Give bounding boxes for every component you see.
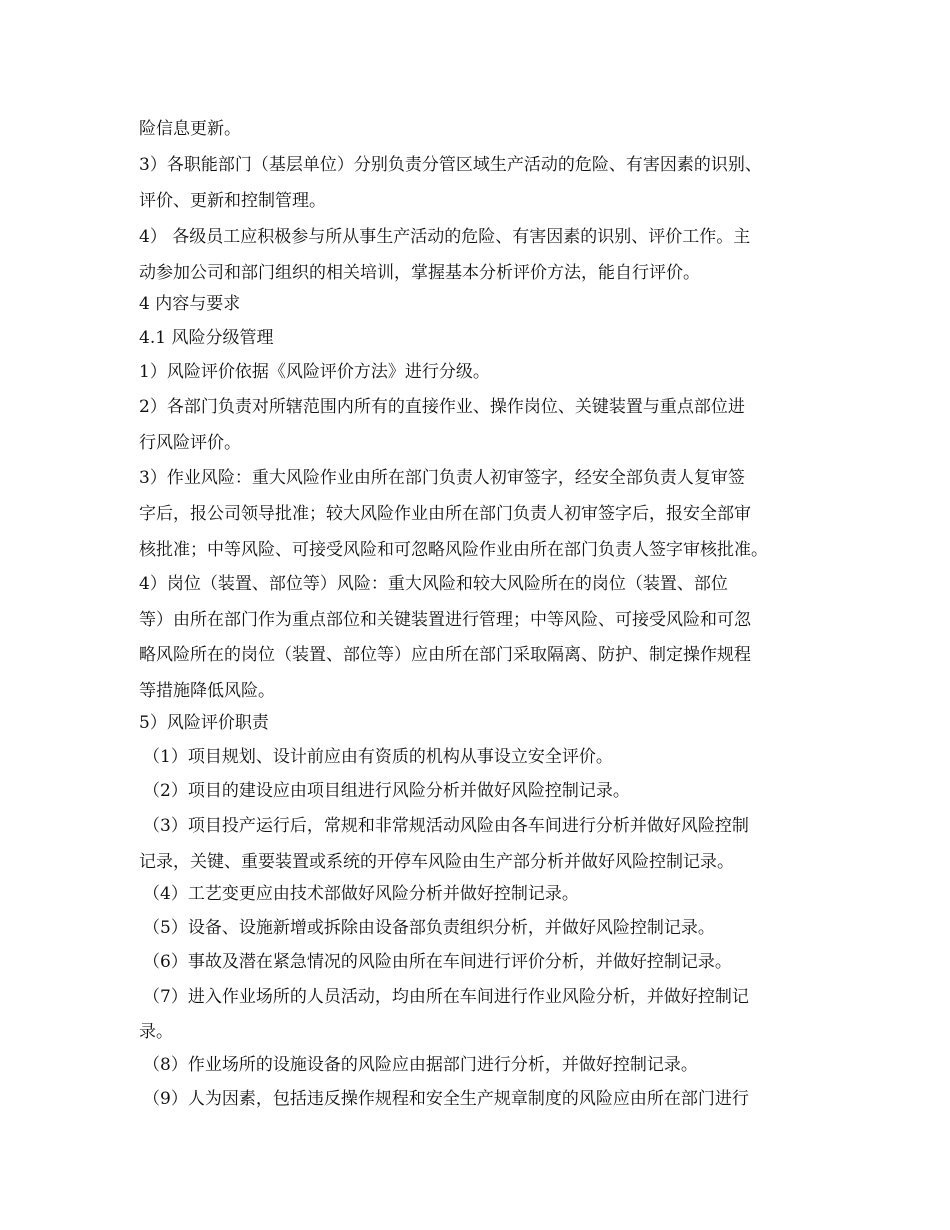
paragraph-line: 略风险所在的岗位（装置、部位等）应由所在部门采取隔离、防护、制定操作规程	[139, 645, 751, 665]
paragraph-line: 3）各职能部门（基层单位）分别负责分管区域生产活动的危险、有害因素的识别、	[139, 155, 762, 175]
paragraph-line: 等措施降低风险。	[139, 681, 275, 701]
paragraph-line: 核批准；中等风险、可接受风险和可忽略风险作业由所在部门负责人签字审核批准。	[139, 540, 768, 560]
paragraph-line: 3）作业风险：重大风险作业由所在部门负责人初审签字，经安全部负责人复审签	[139, 468, 745, 488]
list-item: （5）设备、设施新增或拆除由设备部负责组织分析，并做好风险控制记录。	[143, 918, 715, 938]
list-item: （2）项目的建设应由项目组进行风险分析并做好风险控制记录。	[143, 781, 630, 801]
paragraph-line: 等）由所在部门作为重点部位和关键装置进行管理；中等风险、可接受风险和可忽	[139, 610, 751, 630]
list-item: （8）作业场所的设施设备的风险应由据部门进行分析，并做好控制记录。	[143, 1055, 698, 1075]
paragraph-line: 2）各部门负责对所辖范围内所有的直接作业、操作岗位、关键装置与重点部位进	[139, 397, 745, 417]
paragraph-line: 行风险评价。	[139, 433, 241, 453]
list-item: （7）进入作业场所的人员活动，均由所在车间进行作业风险分析，并做好控制记	[143, 987, 749, 1007]
paragraph-line: 5）风险评价职责	[139, 713, 269, 733]
list-item: （4）工艺变更应由技术部做好风险分析并做好控制记录。	[143, 884, 579, 904]
paragraph-line: 字后，报公司领导批准；较大风险作业由所在部门负责人初审签字后，报安全部审	[139, 504, 751, 524]
paragraph-line: 评价、更新和控制管理。	[139, 191, 326, 211]
list-item: （6）事故及潜在紧急情况的风险由所在车间进行评价分析，并做好控制记录。	[143, 952, 732, 972]
list-item: （9）人为因素，包括违反操作规程和安全生产规章制度的风险应由所在部门进行	[143, 1089, 749, 1109]
list-item-continuation: 录。	[139, 1022, 173, 1042]
paragraph-line: 动参加公司和部门组织的相关培训，掌握基本分析评价方法，能自行评价。	[139, 263, 700, 283]
paragraph-line: 险信息更新。	[139, 119, 241, 139]
subsection-heading: 4.1 风险分级管理	[139, 328, 274, 348]
paragraph-line: 4） 各级员工应积极参与所从事生产活动的危险、有害因素的识别、评价工作。主	[139, 227, 751, 247]
section-heading: 4 内容与要求	[139, 294, 241, 314]
paragraph-line: 1）风险评价依据《风险评价方法》进行分级。	[139, 362, 490, 382]
list-item-continuation: 记录，关键、重要装置或系统的开停车风险由生产部分析并做好风险控制记录。	[139, 852, 734, 872]
list-item: （1）项目规划、设计前应由有资质的机构从事设立安全评价。	[143, 747, 613, 767]
paragraph-line: 4）岗位（装置、部位等）风险：重大风险和较大风险所在的岗位（装置、部位	[139, 574, 728, 594]
list-item: （3）项目投产运行后，常规和非常规活动风险由各车间进行分析并做好风险控制	[143, 816, 749, 836]
